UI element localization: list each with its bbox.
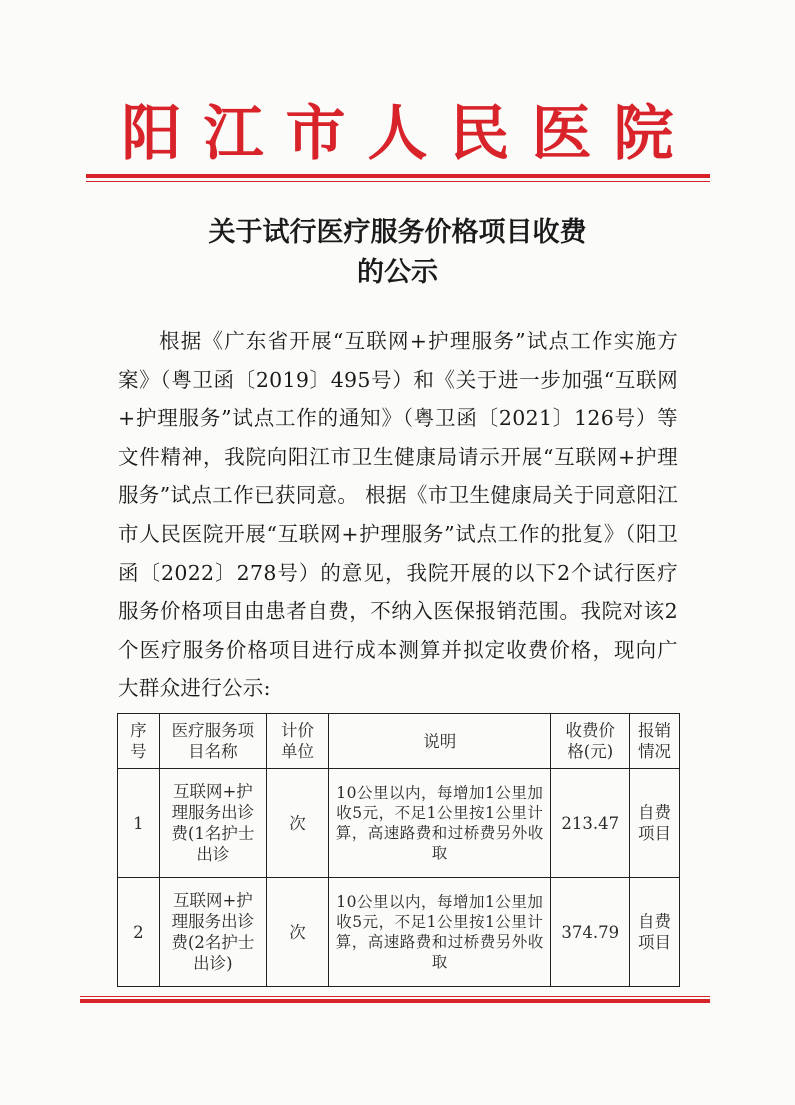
- table-row: [118, 769, 680, 878]
- hospital-name-header: 阳江市人民医院: [121, 99, 696, 169]
- row-price: 374.79: [551, 878, 630, 987]
- row-description: 10公里以内，每增加1公里加收5元，不足1公里按1公里计算，高速路费和过桥费另外收取: [329, 769, 551, 878]
- header-item-name: 医疗服务项目名称: [159, 714, 266, 769]
- row-description: 10公里以内，每增加1公里加收5元，不足1公里按1公里计算，高速路费和过桥费另外收取: [329, 878, 551, 987]
- header-red-rule-thin: [86, 181, 710, 182]
- table-row: [118, 878, 680, 987]
- notice-title-line-2: 的公示: [357, 257, 438, 288]
- row-reimbursement: 自费项目: [629, 769, 679, 878]
- header-reimbursement: 报销情况: [629, 714, 679, 769]
- header-red-rule-thick: [86, 174, 710, 178]
- fee-table: [117, 713, 680, 987]
- fee-table-header-row: [118, 714, 680, 769]
- row-item-name: 互联网+护理服务出诊费(1名护士出诊: [159, 769, 266, 878]
- header-unit: 计价单位: [266, 714, 328, 769]
- header-price: 收费价格(元): [551, 714, 630, 769]
- notice-body-paragraph: 根据《广东省开展“互联网+护理服务”试点工作实施方案》（粤卫函〔2019〕495号）和《关于进一步加强“互联网+护理服务”试点工作的通知》（粤卫函〔2021〕126号）等文件精神，我院向阳江市卫生健康局请示开展“互联网+护理服务”试点工作已获同意。 根据《市卫生健康局关于同意阳江市人民医院开展“互联网+护理服务”试点工作的批复》（阳卫函〔2022〕278号）的意见，我院开展的以下2个试行医疗服务价格项目由患者自费，不纳入医保报销范围。我院对该2个医疗服务价格项目进行成本测算并拟定收费价格，现向广大群众进行公示:: [118, 329, 678, 701]
- header-description: 说明: [329, 714, 551, 769]
- row-no: 2: [118, 878, 160, 987]
- notice-title: [0, 213, 795, 293]
- row-price: 213.47: [551, 769, 630, 878]
- row-unit: 次: [266, 878, 328, 987]
- row-no: 1: [118, 769, 160, 878]
- header-no: 序号: [118, 714, 160, 769]
- row-reimbursement: 自费项目: [629, 878, 679, 987]
- notice-title-line-1: 关于试行医疗服务价格项目收费: [208, 217, 587, 248]
- row-item-name: 互联网+护理服务出诊费(2名护士出诊): [159, 878, 266, 987]
- row-unit: 次: [266, 769, 328, 878]
- footer-red-rule-thin: [80, 996, 710, 997]
- footer-red-rule-thick: [80, 999, 710, 1003]
